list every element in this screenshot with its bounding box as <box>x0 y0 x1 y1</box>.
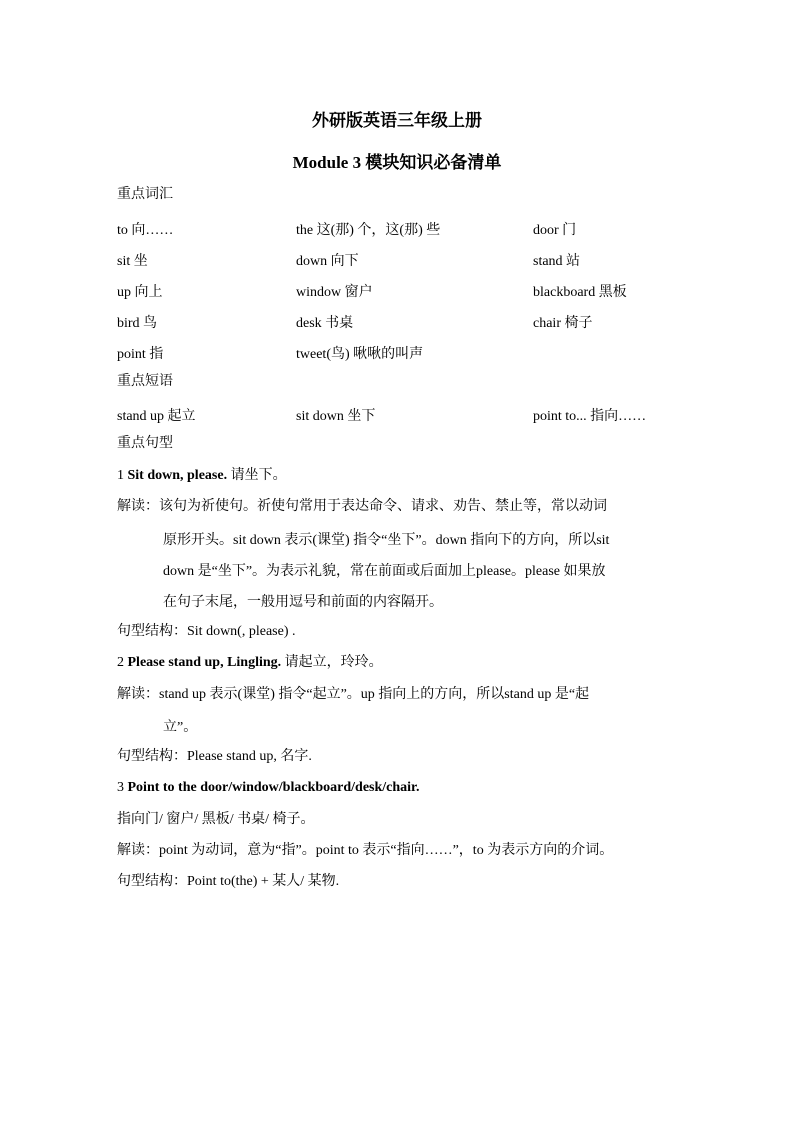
explanation-line: 解读：stand up 表示(课堂) 指令“起立”。up 指向上的方向，所以stand up 是“起 <box>117 687 590 702</box>
explanation-line: 解读：point 为动词，意为“指”。point to 表示“指向……”，to 为表示方向的介词。 <box>117 843 614 858</box>
vocab-item: point 指 <box>117 347 164 362</box>
sentence-chinese: 请起立，玲玲。 <box>281 655 383 670</box>
vocab-item: desk 书桌 <box>296 316 354 331</box>
sentence-structure: 句型结构：Point to(the) + 某人/ 某物. <box>117 874 340 889</box>
document-title: 外研版英语三年级上册 <box>312 111 482 130</box>
vocab-item: blackboard 黑板 <box>533 285 627 300</box>
sentence-structure: 句型结构：Please stand up, 名字. <box>117 749 312 764</box>
sentence-chinese: 请坐下。 <box>227 468 287 483</box>
explanation-line: down 是“坐下”。为表示礼貌，常在前面或后面加上please。please 如果放 <box>163 564 606 579</box>
sentence-number: 2 <box>117 655 128 670</box>
vocab-item: chair 椅子 <box>533 316 593 331</box>
phrases-section-header: 重点短语 <box>117 374 173 389</box>
sentence-1 <box>117 466 287 486</box>
vocab-item: door 门 <box>533 223 577 238</box>
sentence-3 <box>117 778 419 798</box>
vocab-item: to 向…… <box>117 223 174 238</box>
phrase-item: point to... 指向…… <box>533 409 647 424</box>
sentence-2 <box>117 653 383 673</box>
sentence-english: Sit down, please. <box>127 468 228 483</box>
vocab-item: up 向上 <box>117 285 163 300</box>
explanation-line: 原形开头。sit down 表示(课堂) 指令“坐下”。down 指向下的方向，所以sit <box>163 533 610 548</box>
vocab-item: down 向下 <box>296 254 359 269</box>
explanation-line: 在句子末尾，一般用逗号和前面的内容隔开。 <box>163 595 443 610</box>
sentence-chinese: 指向门/ 窗户/ 黑板/ 书桌/ 椅子。 <box>117 812 315 827</box>
vocab-section-header: 重点词汇 <box>117 187 173 202</box>
vocab-item: window 窗户 <box>296 285 373 300</box>
phrase-item: sit down 坐下 <box>296 409 376 424</box>
sentence-number: 1 <box>117 468 128 483</box>
sentence-structure: 句型结构：Sit down(, please) . <box>117 624 296 639</box>
explanation-line: 解读：该句为祈使句。祈使句常用于表达命令、请求、劝告、禁止等，常以动词 <box>117 499 607 514</box>
vocab-item: stand 站 <box>533 254 581 269</box>
phrase-item: stand up 起立 <box>117 409 196 424</box>
vocab-item: bird 鸟 <box>117 316 158 331</box>
sentence-number: 3 <box>117 780 128 795</box>
document-subtitle: Module 3 模块知识必备清单 <box>292 153 502 172</box>
vocab-item: sit 坐 <box>117 254 148 269</box>
explanation-line: 立”。 <box>163 720 198 735</box>
sentence-english: Point to the door/window/blackboard/desk/chair. <box>127 780 420 795</box>
sentence-english: Please stand up, Lingling. <box>127 655 282 670</box>
sentences-section-header: 重点句型 <box>117 436 173 451</box>
vocab-item: the 这(那) 个，这(那) 些 <box>296 223 441 238</box>
vocab-item: tweet(鸟) 啾啾的叫声 <box>296 347 424 362</box>
